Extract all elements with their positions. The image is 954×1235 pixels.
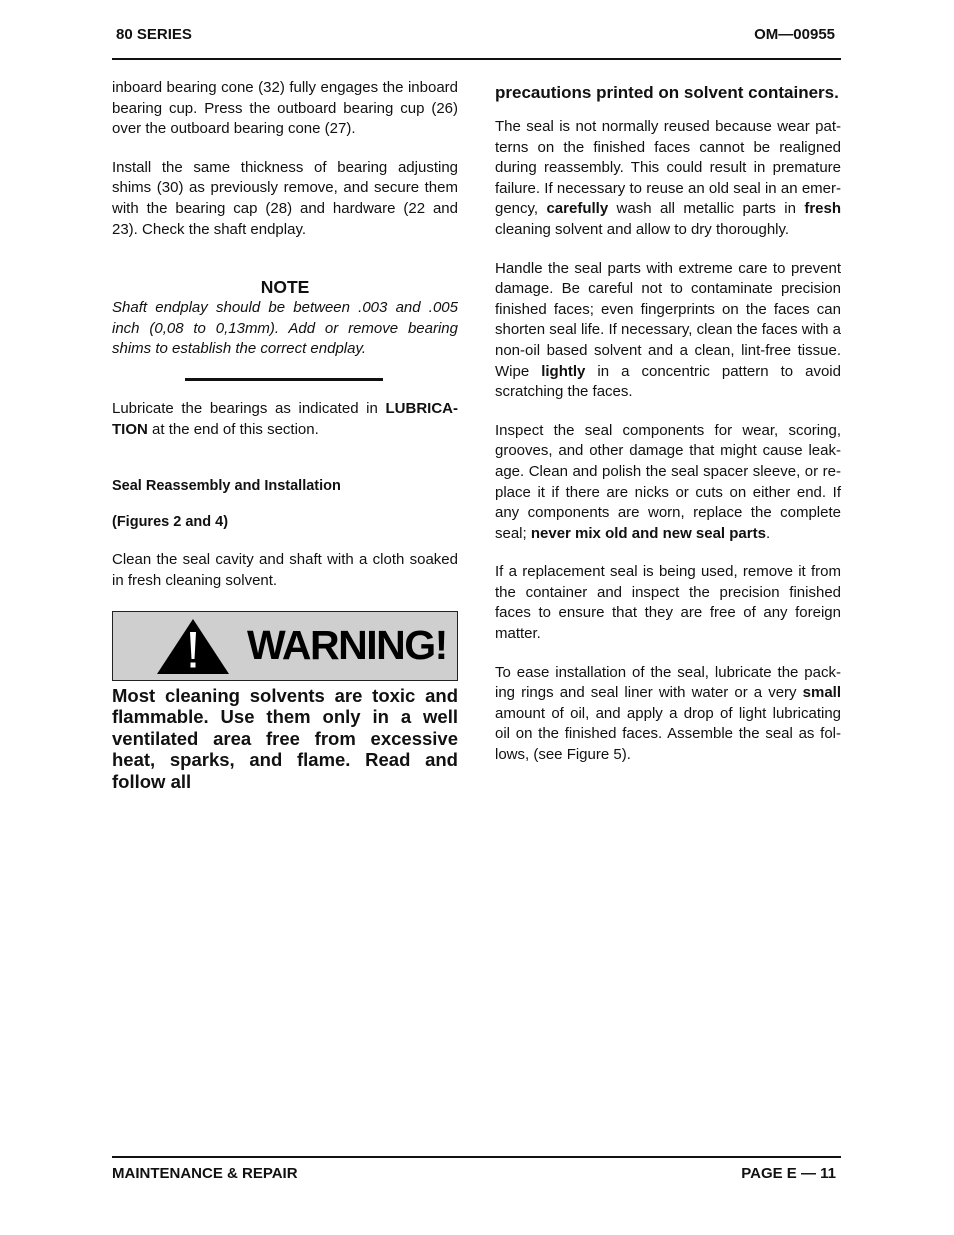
warning-label: WARNING! xyxy=(247,621,447,668)
install-seal-text-end: amount of oil, and apply a drop of light lubricating oil on the finished faces. Assemble the seal as follows, (see Figure 5). xyxy=(495,704,841,764)
handle-seal-text: Handle the seal parts with extreme care to prevent damage. Be careful not to contaminate precision finished faces; even fingerprints on the faces can shorten seal life. If necessary, clean the faces with a non-oil based solvent and a clean, lint-free tissue. Wipe xyxy=(495,259,841,380)
warning-continuation: precautions printed on solvent containers. xyxy=(495,83,839,102)
paragraph-clean-cavity: Clean the seal cavity and shaft with a cloth soaked in fresh cleaning solvent. xyxy=(112,551,458,589)
header-series: 80 SERIES xyxy=(116,26,192,43)
inspect-seal-text-end: . xyxy=(765,524,771,542)
inspect-seal-emphasis: never mix old and new seal parts xyxy=(530,524,766,542)
paragraph-lubrication xyxy=(112,399,458,440)
section-heading-figures: (Figures 2 and 4) xyxy=(112,513,229,530)
note-divider xyxy=(185,378,383,381)
section-heading-seal-reassembly: Seal Reassembly and Installation xyxy=(112,478,341,495)
seal-reuse-text-mid: wash all metallic parts in xyxy=(608,200,805,218)
paragraph-shims: Install the same thickness of bearing adjusting shims (30) as previously remove, and secure them with the bearing cap (28) and hardware (22 and 23). Check the shaft endplay. xyxy=(112,158,458,238)
install-seal-text: To ease installation of the seal, lubricate the packing rings and seal liner with water or a very xyxy=(495,663,841,702)
header-doc-number: OM—00955 xyxy=(754,26,835,43)
lubrication-reference: LUBRICA-TION xyxy=(112,399,458,438)
footer-page-number: PAGE E — 11 xyxy=(741,1165,836,1182)
paragraph-install-seal xyxy=(495,663,841,766)
warning-banner xyxy=(112,611,458,681)
seal-reuse-text-end: cleaning solvent and allow to dry thoroughly. xyxy=(495,220,790,238)
header-divider xyxy=(112,58,841,60)
install-seal-emphasis-small: small xyxy=(802,684,841,702)
footer-divider xyxy=(112,1156,841,1158)
footer-section: MAINTENANCE & REPAIR xyxy=(112,1165,298,1182)
paragraph-handle-seal xyxy=(495,259,841,403)
handle-seal-emphasis-lightly: lightly xyxy=(541,362,586,380)
paragraph-replacement-seal: If a replacement seal is being used, remove it from the container and inspect the precision finished faces to ensure that they are free of any foreign matter. xyxy=(495,563,841,643)
lubrication-text-end: at the end of this section. xyxy=(147,420,319,438)
warning-triangle-icon xyxy=(155,617,231,675)
lubrication-text: Lubricate the bearings as indicated in xyxy=(112,399,386,417)
note-text: Shaft endplay should be between .003 and .005 inch (0,08 to 0,13mm). Add or remove bearing shims to establish the correct endplay. xyxy=(112,299,458,358)
seal-reuse-emphasis-fresh: fresh xyxy=(804,200,842,218)
seal-reuse-emphasis-carefully: carefully xyxy=(546,200,609,218)
paragraph-seal-reuse xyxy=(495,117,841,241)
right-column xyxy=(495,78,841,766)
inspect-seal-text: Inspect the seal components for wear, scoring, grooves, and other damage that might cause leakage. Clean and polish the seal spacer sleeve, or replace it if there are nicks or cuts on either end. If any components are worn, replace the complete seal; xyxy=(495,421,841,542)
paragraph-inspect-seal xyxy=(495,421,841,545)
paragraph-bearing-cup: inboard bearing cone (32) fully engages the inboard bearing cup. Press the outboard bearing cup (26) over the outboard bearing cone (27). xyxy=(112,79,458,138)
note-title: NOTE xyxy=(260,277,310,298)
left-column xyxy=(112,78,458,792)
handle-seal-text-end: in a concentric pattern to avoid scratching the faces. xyxy=(495,362,841,401)
seal-reuse-text: The seal is not normally reused because wear patterns on the finished faces cannot be realigned during reassembly. This could result in premature failure. If necessary to reuse an old seal in an emergency, xyxy=(495,118,841,218)
warning-text: Most cleaning solvents are toxic and flammable. Use them only in a well ventilated area free from excessive heat, sparks, and flame. Read and follow all xyxy=(112,684,458,792)
